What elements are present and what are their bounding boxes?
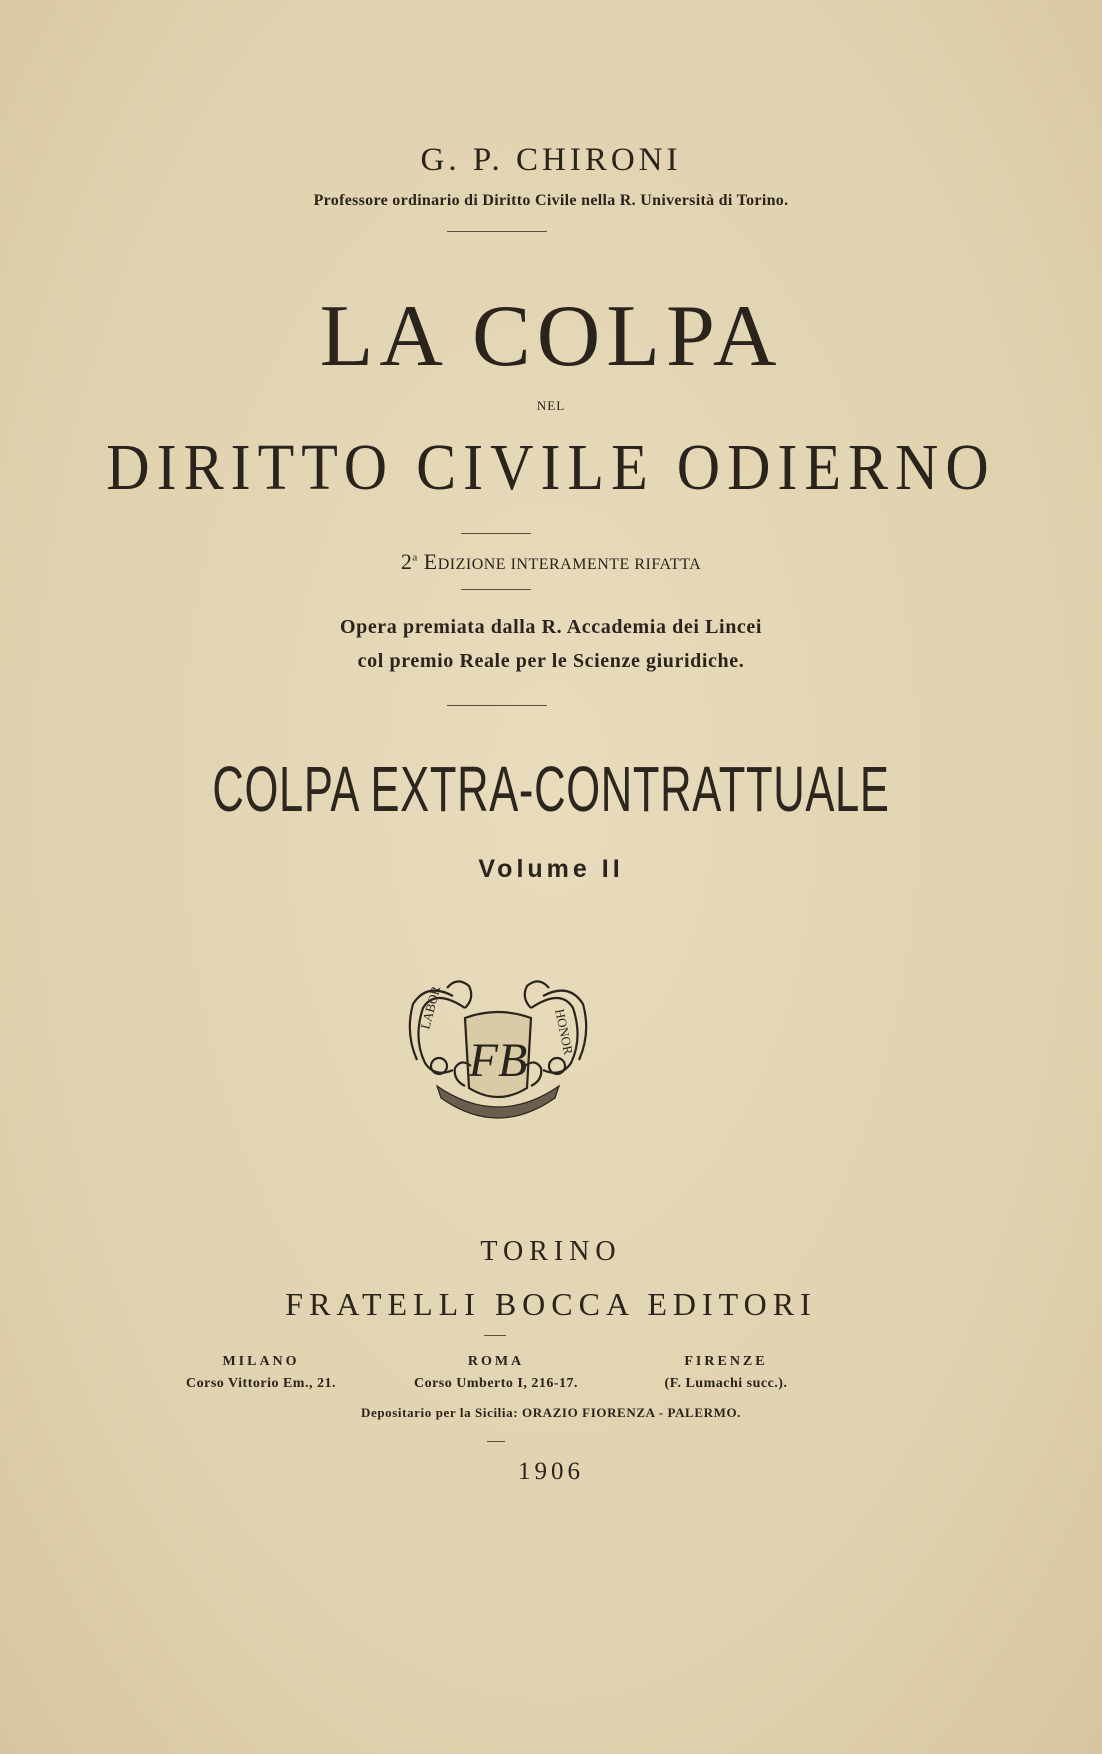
imprint-city: TORINO [480,1236,622,1267]
depositario-note: Depositario per la Sicilia: ORAZIO FIORENZA - PALERMO. [360,1405,742,1420]
branch-roma-address: Corso Umberto I, 216-17. [413,1376,579,1391]
edition-number-suffix: a [412,551,418,564]
branch-milano-address: Corso Vittorio Em., 21. [186,1376,336,1391]
publication-year: 1906 [518,1458,584,1485]
title-connector: NEL [536,398,566,413]
part-title: COLPA EXTRA-CONTRATTUALE [212,753,890,825]
branch-milano-city: MILANO [222,1354,300,1369]
edition-label: DIZIONE INTERAMENTE RIFATTA [437,556,702,573]
emblem-motto-left: LABOR [417,984,444,1031]
award-line-2: col premio Reale per le Scienze giuridiche. [357,650,745,672]
divider-rule [484,1335,506,1336]
edition-note [0,549,1102,575]
divider-rule [461,533,531,534]
divider-rule [447,231,547,232]
emblem-motto-right: HONOR [552,1007,577,1056]
publisher-name: FRATELLI BOCCA EDITORI [285,1286,817,1322]
branch-roma-city: ROMA [467,1354,525,1369]
divider-rule [461,589,531,590]
branch-firenze-address: (F. Lumachi succ.). [664,1376,788,1391]
volume-label: Volume II [478,855,624,883]
award-line-1: Opera premiata dalla R. Accademia dei Lincei [339,616,763,638]
author-affiliation: Professore ordinario di Diritto Civile nella R. Università di Torino. [313,192,789,209]
author-name: G. P. CHIRONI [420,142,682,178]
book-subtitle: DIRITTO CIVILE ODIERNO [106,430,996,504]
edition-label-initial: E [423,549,438,574]
book-title: LA COLPA [319,288,783,385]
divider-rule [487,1441,505,1442]
edition-number: 2 [400,549,413,574]
publisher-emblem [405,968,591,1133]
emblem-monogram: FB [468,1034,528,1087]
divider-rule [447,705,547,706]
branch-firenze-city: FIRENZE [684,1354,768,1369]
